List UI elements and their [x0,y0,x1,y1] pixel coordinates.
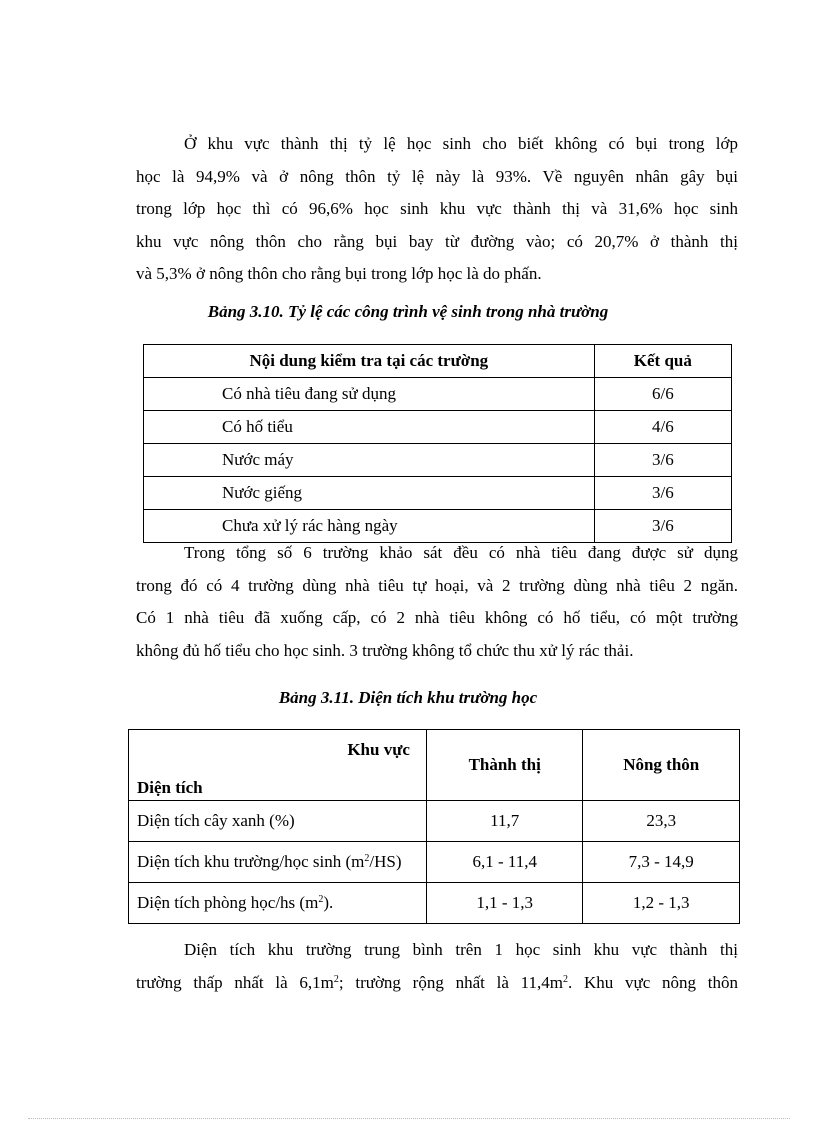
table-cell: Chưa xử lý rác hàng ngày [144,510,595,543]
paragraph-line [136,967,738,1000]
table-row [129,801,740,842]
sanitation-table [143,344,732,543]
table-row [144,477,732,510]
paragraph-line: trong lớp học thì có 96,6% học sinh khu vực thành thị và 31,6% học sinh [136,199,738,218]
table-header-cell: Kết quả [594,345,731,378]
cell-text: Diện tích khu trường/học sinh (m [137,852,365,871]
paragraph-line: trong đó có 4 trường dùng nhà tiêu tự hoại, và 2 trường dùng nhà tiêu 2 ngăn. [136,575,738,595]
table-cell: Có hố tiểu [144,411,595,444]
paragraph-toilets [136,537,738,667]
table-row [129,842,740,883]
table-cell: Diện tích cây xanh (%) [129,801,427,842]
table-cell: 6/6 [594,378,731,411]
table-row [129,883,740,924]
superscript: 2 [364,853,370,864]
table-cell: 1,1 - 1,3 [426,883,583,924]
diagonal-header-cell [129,730,427,801]
table-cell: 3/6 [594,444,731,477]
superscript: 2 [562,973,568,985]
table-caption-3-11: Bảng 3.11. Diện tích khu trường học [278,688,538,707]
paragraph-line: không đủ hố tiểu cho học sinh. 3 trường không tổ chức thu xử lý rác thải. [136,640,634,660]
table-header-cell: Thành thị [426,730,583,801]
paragraph-line: Trong tổng số 6 trường khảo sát đều có nhà tiêu đang được sử dụng [184,543,738,562]
superscript: 2 [318,894,324,905]
header-area-label: Diện tích [137,778,203,797]
table-cell: 3/6 [594,510,731,543]
table-header-cell: Nông thôn [583,730,740,801]
table-cell: Nước giếng [144,477,595,510]
page-bottom-divider [28,1118,790,1119]
table-caption-3-10: Bảng 3.10. Tỷ lệ các công trình vệ sinh trong nhà trường [207,302,609,321]
table-row [144,411,732,444]
table-cell: 6,1 - 11,4 [426,842,583,883]
table-cell: 1,2 - 1,3 [583,883,740,924]
table-cell: 7,3 - 14,9 [583,842,740,883]
text-run: trường thấp nhất là 6,1m [136,972,334,992]
table-cell: 3/6 [594,477,731,510]
cell-text: /HS) [369,852,402,871]
table-header-row [144,345,732,378]
table-header-cell: Nội dung kiểm tra tại các trường [144,345,595,378]
table-cell: 4/6 [594,411,731,444]
table-row [144,378,732,411]
table-cell: Nước máy [144,444,595,477]
paragraph-line: và 5,3% ở nông thôn cho rằng bụi trong lớp học là do phấn. [136,264,542,283]
table-cell [129,883,427,924]
superscript: 2 [333,973,339,985]
text-run: ; trường rộng nhất là 11,4m [338,972,563,992]
paragraph-dust [136,128,738,291]
table-cell: Có nhà tiêu đang sử dụng [144,378,595,411]
cell-text: ). [323,893,334,912]
table-cell [129,842,427,883]
text-run: . Khu vực nông thôn [567,972,738,992]
paragraph-line: học là 94,9% và ở nông thôn tỷ lệ này là 93%. Về nguyên nhân gây bụi [136,166,738,186]
paragraph-line: Diện tích khu trường trung bình trên 1 học sinh khu vực thành thị [184,940,738,959]
header-region-label: Khu vực [347,740,410,759]
paragraph-line: khu vực nông thôn cho rằng bụi bay từ đường vào; có 20,7% ở thành thị [136,231,738,251]
table-header-row [129,730,740,801]
paragraph-line: Có 1 nhà tiêu đã xuống cấp, có 2 nhà tiêu không có hố tiểu, có một trường [136,608,738,627]
table-row [144,444,732,477]
paragraph-line: Ở khu vực thành thị tỷ lệ học sinh cho biết không có bụi trong lớp [184,134,738,153]
table-cell: 11,7 [426,801,583,842]
school-area-table [128,729,740,924]
cell-text: Diện tích phòng học/hs (m [137,893,319,912]
table-cell: 23,3 [583,801,740,842]
paragraph-area [136,934,738,999]
